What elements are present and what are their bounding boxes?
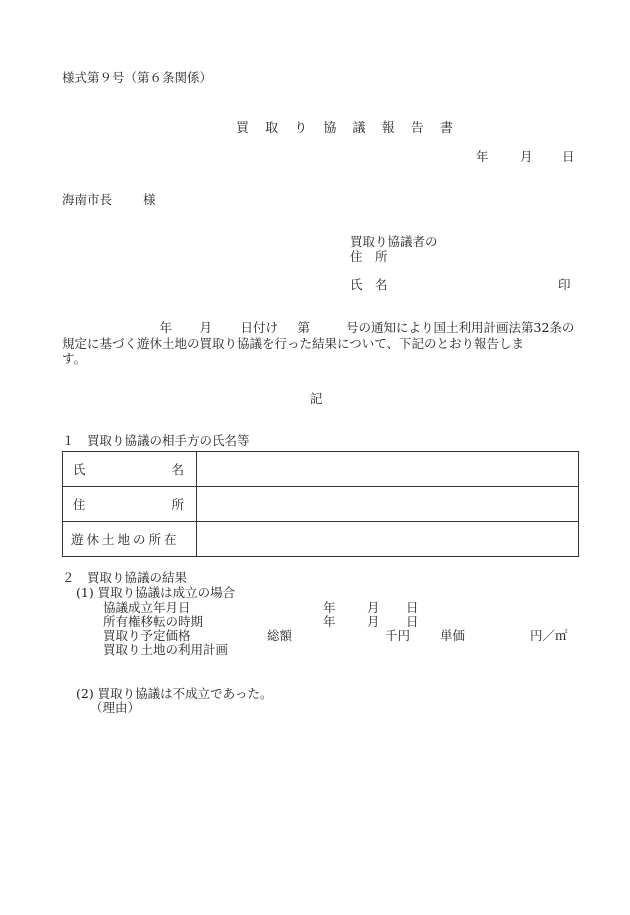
counterparty-table	[62, 451, 579, 557]
address-label-left: 住	[73, 497, 86, 512]
reporter-address-label: 住 所	[350, 249, 388, 264]
transfer-time-label: 所有権移転の時期	[103, 614, 204, 629]
address-value-cell[interactable]	[197, 487, 579, 522]
form-number: 様式第９号（第６条関係）	[62, 70, 213, 85]
unit-price-label: 単価	[440, 628, 466, 643]
name-label-right: 名	[171, 462, 184, 477]
body-paragraph	[62, 320, 580, 367]
table-row	[63, 452, 579, 487]
total-amount-label: 総額	[267, 628, 293, 643]
agreement-date-month: 月	[367, 600, 380, 615]
body-year: 年	[159, 320, 172, 335]
body-line-3: す。	[62, 351, 87, 367]
land-use-plan-label: 買取り土地の利用計画	[103, 642, 229, 657]
body-line-1	[62, 320, 580, 336]
thousand-yen-unit: 千円	[385, 628, 411, 643]
body-month: 月	[199, 320, 212, 335]
reason-label: （理由）	[90, 700, 141, 715]
agreement-date-year: 年	[323, 600, 336, 615]
ki-heading: 記	[310, 391, 323, 406]
addressee-honorific: 様	[143, 192, 156, 207]
land-location-label-cell	[63, 522, 197, 557]
section1-heading: １ 買取り協議の相手方の氏名等	[62, 433, 250, 448]
document-title: 買 取 り 協 議 報 告 書	[236, 121, 459, 136]
seal-mark: 印	[558, 277, 571, 292]
section2-sub1: (1) 買取り協議は成立の場合	[76, 585, 236, 600]
addressee-name: 海南市長	[62, 192, 113, 207]
body-day-dated: 日付け	[240, 320, 278, 335]
yen-per-sqm-unit: 円／㎡	[530, 628, 568, 643]
name-label-cell	[63, 452, 197, 487]
transfer-time-year: 年	[323, 614, 336, 629]
report-date-day: 日	[562, 149, 575, 164]
transfer-time-month: 月	[367, 614, 380, 629]
planned-price-label: 買取り予定価格	[103, 628, 191, 643]
agreement-date-day: 日	[406, 600, 419, 615]
name-value-cell[interactable]	[197, 452, 579, 487]
body-line-2: 規定に基づく遊休土地の買取り協議を行った結果について、下記のとおり報告しま	[62, 335, 525, 351]
table-row	[63, 487, 579, 522]
agreement-date-label: 協議成立年月日	[103, 600, 191, 615]
land-location-value-cell[interactable]	[197, 522, 579, 557]
name-label-left: 氏	[73, 462, 86, 477]
address-label-cell	[63, 487, 197, 522]
land-location-label: 遊休土地の所在	[71, 532, 180, 547]
address-label-right: 所	[171, 497, 184, 512]
body-notice-text: 号の通知により国土利用計画法第32条の	[346, 320, 575, 335]
table-row	[63, 522, 579, 557]
body-number-prefix: 第	[297, 320, 310, 335]
transfer-time-day: 日	[406, 614, 419, 629]
report-date-month: 月	[520, 149, 533, 164]
section2-heading: ２ 買取り協議の結果	[62, 570, 188, 585]
report-date-year: 年	[476, 149, 489, 164]
reporter-label: 買取り協議者の	[350, 234, 438, 249]
section2-sub2: (2) 買取り協議は不成立であった。	[76, 686, 273, 701]
reporter-name-label: 氏 名	[350, 277, 388, 292]
